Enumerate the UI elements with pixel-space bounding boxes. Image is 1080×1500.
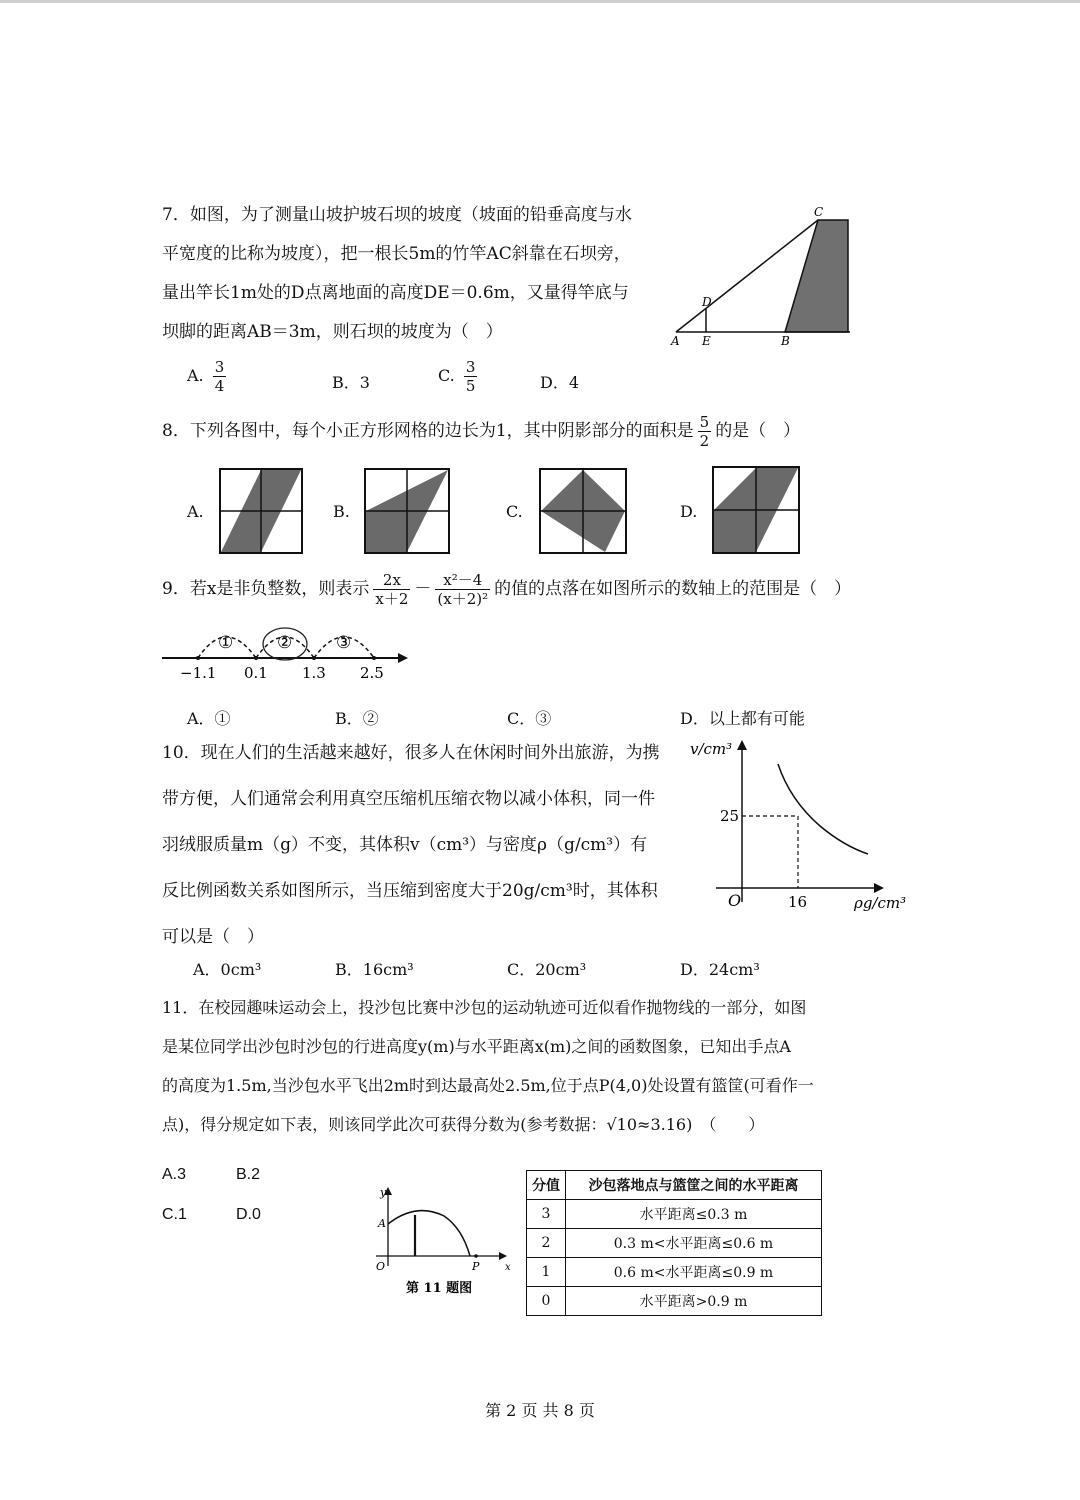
q8-option-d-grid[interactable]	[712, 466, 800, 554]
tick-label-3: 1.3	[302, 664, 326, 682]
q11-x-arrow	[499, 1252, 507, 1260]
tick-label-4: 2.5	[360, 664, 384, 682]
q7-option-a[interactable]	[187, 358, 230, 395]
q9-fraction-2-numerator: x²－4	[435, 571, 490, 590]
origin-label: O	[728, 891, 742, 910]
q7-line-2: 平宽度的比称为坡度），把一根长5m的竹竿AC斜靠在石坝旁，	[162, 244, 631, 264]
q7-option-a-fraction	[213, 358, 227, 395]
q7-option-a-label: A.	[187, 366, 204, 385]
q10-line-3: 羽绒服质量m（g）不变，其体积v（cm³）与密度ρ（g/cm³）有	[162, 835, 648, 855]
q11-label-a: A	[378, 1217, 386, 1230]
q8-option-a-label[interactable]: A.	[187, 502, 204, 521]
dam-trapezoid	[785, 220, 848, 332]
table-row	[527, 1258, 822, 1287]
q10-option-d[interactable]: D．24cm³	[680, 960, 760, 979]
q10-line-5: 可以是（ ）	[162, 927, 264, 947]
q9-text-post: 的值的点落在如图所示的数轴上的范围是（ ）	[494, 579, 852, 599]
q9-text-pre: 9．若x是非负整数，则表示	[162, 579, 370, 599]
cell-score: 0	[527, 1287, 566, 1316]
q8-option-d-label[interactable]: D.	[680, 502, 698, 521]
q8-option-b-grid[interactable]	[364, 468, 450, 554]
cell-distance: 水平距离≤0.3 m	[566, 1200, 822, 1229]
table-row	[527, 1200, 822, 1229]
q9-minus: －	[414, 579, 432, 599]
cell-distance: 0.3 m<水平距离≤0.6 m	[566, 1229, 822, 1258]
q11-label-p: P	[472, 1260, 480, 1273]
q7-option-c-fraction	[464, 358, 478, 395]
q7-option-a-numerator: 3	[214, 358, 225, 376]
y-axis-arrow	[737, 740, 747, 750]
q7-option-d[interactable]: D．4	[540, 373, 580, 392]
q7-option-c-denominator: 5	[465, 377, 476, 395]
q11-line-2: 是某位同学出沙包时沙包的行进高度y(m)与水平距离x(m)之间的函数图象，已知出手点A	[162, 1037, 791, 1056]
table-header-row	[527, 1171, 822, 1200]
label-b: B	[781, 334, 790, 348]
q7-option-b[interactable]: B．3	[332, 373, 370, 392]
q9-option-a[interactable]: A．①	[187, 709, 231, 728]
x-axis-arrow	[874, 883, 884, 893]
dot-2	[254, 656, 258, 660]
q10-option-c[interactable]: C．20cm³	[507, 960, 587, 979]
dot-4	[372, 656, 376, 660]
table-row	[527, 1229, 822, 1258]
q9-fraction-1-denominator: x＋2	[375, 590, 409, 608]
q11-parabola-figure	[366, 1180, 516, 1298]
y-axis-label: v/cm³	[690, 740, 733, 758]
x-tick-label: 16	[788, 893, 808, 911]
region-label-1: ①	[218, 633, 234, 653]
top-border	[0, 0, 1080, 3]
q11-line-4: 点)，得分规定如下表，则该同学此次可获得分数为(参考数据：√10≈3.16) （ ）	[162, 1115, 765, 1134]
question-8	[162, 412, 800, 451]
label-e: E	[702, 334, 711, 348]
q8-fraction-denominator: 2	[699, 432, 710, 450]
q11-option-c[interactable]: C.1	[162, 1206, 187, 1223]
q11-label-y: y	[380, 1186, 387, 1199]
q11-point-p	[474, 1254, 478, 1258]
q10-option-a[interactable]: A．0cm³	[193, 960, 262, 979]
q9-option-d[interactable]: D．以上都有可能	[680, 709, 805, 728]
header-score: 分值	[527, 1171, 566, 1200]
q9-option-c[interactable]: C．③	[507, 709, 552, 728]
q9-fraction-2	[435, 571, 490, 608]
inverse-curve	[778, 764, 868, 854]
region-label-2: ②	[277, 633, 293, 653]
q7-option-a-denominator: 4	[214, 377, 225, 395]
q9-fraction-1-numerator: 2x	[373, 571, 410, 590]
q10-line-1: 10．现在人们的生活越来越好，很多人在休闲时间外出旅游，为携	[162, 743, 660, 763]
q7-line-3: 量出竿长1m处的D点离地面的高度DE＝0.6m，又量得竿底与	[162, 283, 629, 303]
q11-parabola	[388, 1211, 470, 1256]
q7-option-c[interactable]	[438, 358, 481, 395]
label-d: D	[702, 295, 712, 309]
x-axis-label: ρg/cm³	[854, 894, 907, 912]
cell-distance: 水平距离>0.9 m	[566, 1287, 822, 1316]
q9-fraction-1	[373, 571, 410, 608]
q11-figure-caption: 第 11 题图	[406, 1281, 473, 1296]
q7-line-1: 7．如图，为了测量山坡护坡石坝的坡度（坡面的铅垂高度与水	[162, 205, 632, 225]
region-label-3: ③	[336, 633, 352, 653]
q8-option-b-label[interactable]: B.	[333, 502, 350, 521]
q11-score-table	[526, 1170, 822, 1316]
q9-option-b[interactable]: B．②	[335, 709, 379, 728]
question-9	[162, 570, 851, 609]
q7-option-c-numerator: 3	[465, 358, 476, 376]
q11-line-1: 11．在校园趣味运动会上，投沙包比赛中沙包的运动轨迹可近似看作抛物线的一部分，如图	[162, 998, 807, 1017]
dot-3	[312, 656, 316, 660]
page-footer: 第 2 页 共 8 页	[485, 1401, 595, 1420]
table-row	[527, 1287, 822, 1316]
q10-inverse-graph	[688, 734, 920, 920]
number-line-arrow	[398, 653, 408, 663]
cell-score: 3	[527, 1200, 566, 1229]
q9-fraction-2-denominator: (x＋2)²	[437, 590, 489, 608]
q9-number-line	[160, 618, 420, 688]
q8-option-c-grid[interactable]	[539, 468, 627, 554]
q11-label-o: O	[376, 1260, 386, 1273]
q11-option-d[interactable]: D.0	[236, 1206, 261, 1223]
cell-score: 2	[527, 1229, 566, 1258]
q8-fraction	[698, 413, 712, 450]
tick-label-2: 0.1	[244, 664, 268, 682]
q7-dam-figure	[668, 200, 868, 350]
y-tick-label: 25	[720, 807, 740, 825]
header-distance: 沙包落地点与篮筐之间的水平距离	[566, 1171, 822, 1200]
dot-1	[196, 656, 200, 660]
q8-text-post: 的是（ ）	[715, 421, 801, 441]
q8-fraction-numerator: 5	[699, 413, 710, 431]
label-a: A	[671, 334, 680, 348]
q10-option-b[interactable]: B．16cm³	[335, 960, 414, 979]
cell-score: 1	[527, 1258, 566, 1287]
tick-label-1: −1.1	[180, 664, 217, 682]
q8-option-c-label[interactable]: C.	[506, 502, 523, 521]
q11-option-b[interactable]: B.2	[236, 1166, 261, 1183]
q8-text-pre: 8．下列各图中，每个小正方形网格的边长为1，其中阴影部分的面积是	[162, 421, 694, 441]
q11-line-3: 的高度为1.5m,当沙包水平飞出2m时到达最高处2.5m,位于点P(4,0)处设置有篮筐(可看作一	[162, 1076, 814, 1095]
q8-option-a-grid[interactable]	[219, 468, 303, 554]
cell-distance: 0.6 m<水平距离≤0.9 m	[566, 1258, 822, 1287]
q10-line-4: 反比例函数关系如图所示，当压缩到密度大于20g/cm³时，其体积	[162, 881, 658, 901]
q10-line-2: 带方便，人们通常会利用真空压缩机压缩衣物以减小体积，同一件	[162, 789, 655, 809]
q7-option-c-label: C.	[438, 366, 455, 385]
label-c: C	[814, 205, 824, 219]
q11-option-a[interactable]: A.3	[162, 1166, 187, 1183]
q7-line-4: 坝脚的距离AB＝3m，则石坝的坡度为（ ）	[162, 322, 503, 342]
q11-label-x: x	[505, 1262, 511, 1273]
